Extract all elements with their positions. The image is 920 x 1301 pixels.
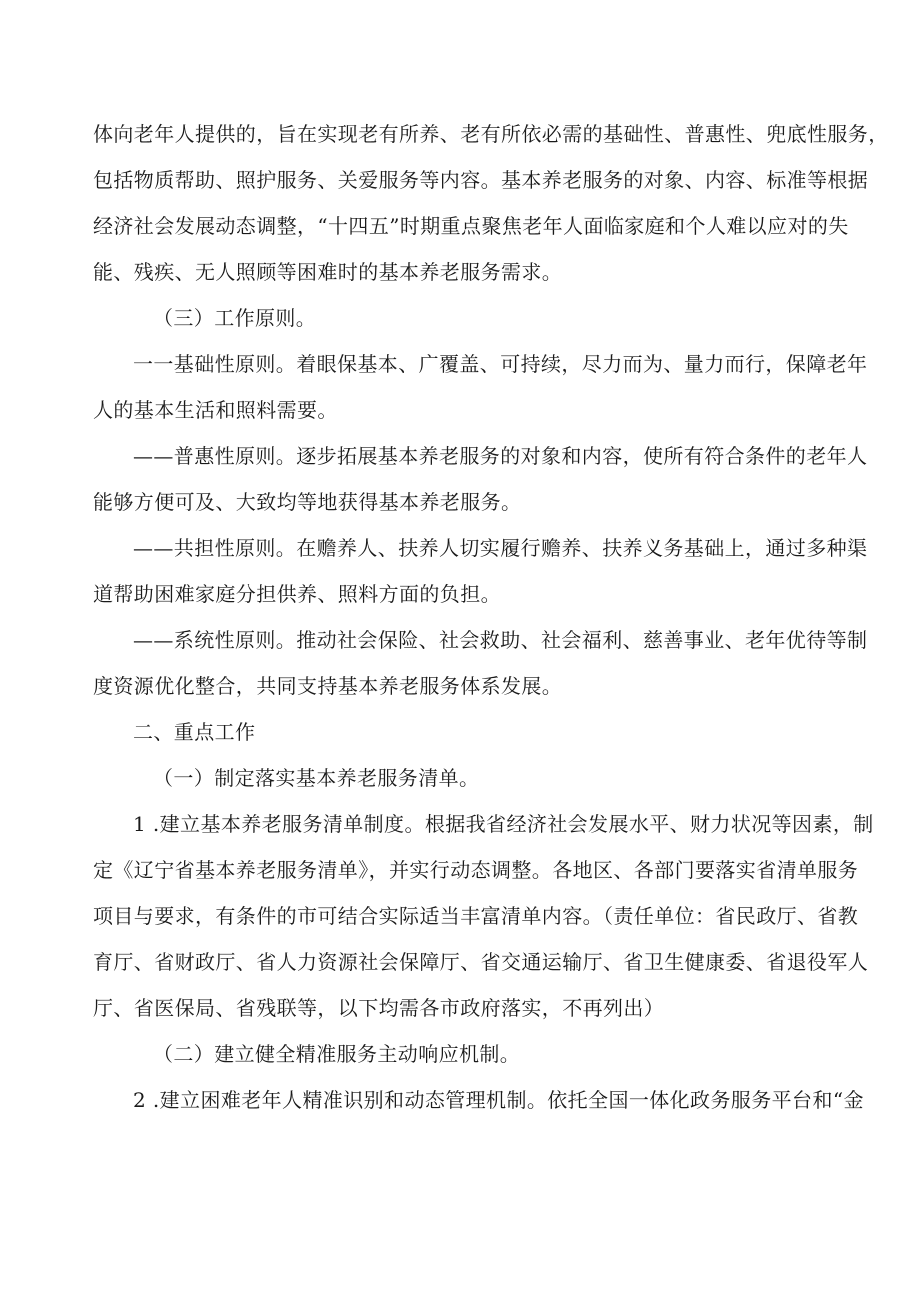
subsection-heading: （一）制定落实基本养老服务清单。 — [153, 766, 480, 790]
paragraph-line: ——共担性原则。在赡养人、扶养人切实履行赡养、扶养义务基础上，通过多种渠 — [133, 536, 868, 560]
paragraph-line: 能够方便可及、大致均等地获得基本养老服务。 — [93, 490, 522, 514]
paragraph-line: ——系统性原则。推动社会保险、社会救助、社会福利、慈善事业、老年优待等制 — [133, 628, 868, 652]
paragraph-line: 能、残疾、无人照顾等困难时的基本养老服务需求。 — [93, 260, 563, 284]
paragraph-line: 体向老年人提供的，旨在实现老有所养、老有所依必需的基础性、普惠性、兜底性服务， — [93, 122, 889, 146]
subsection-heading: （二）建立健全精准服务主动响应机制。 — [153, 1042, 521, 1066]
paragraph-line: 道帮助困难家庭分担供养、照料方面的负担。 — [93, 582, 501, 606]
paragraph-line: 一一基础性原则。着眼保基本、广覆盖、可持续，尽力而为、量力而行，保障老年 — [133, 352, 868, 376]
paragraph-line: 育厅、省财政厅、省人力资源社会保障厅、省交通运输厅、省卫生健康委、省退役军人 — [93, 950, 869, 974]
paragraph-line: 2 .建立困难老年人精准识别和动态管理机制。依托全国一体化政务服务平台和“金 — [133, 1088, 864, 1112]
paragraph-line: ——普惠性原则。逐步拓展基本养老服务的对象和内容，使所有符合条件的老年人 — [133, 444, 868, 468]
section-heading: （三）工作原则。 — [153, 306, 317, 330]
paragraph-line: 定《辽宁省基本养老服务清单》，并实行动态调整。各地区、各部门要落实省清单服务 — [93, 858, 859, 882]
paragraph-line: 厅、省医保局、省残联等，以下均需各市政府落实，不再列出） — [93, 996, 665, 1020]
paragraph-line: 1 .建立基本养老服务清单制度。根据我省经济社会发展水平、财力状况等因素，制 — [133, 812, 874, 836]
paragraph-line: 度资源优化整合，共同支持基本养老服务体系发展。 — [93, 674, 563, 698]
paragraph-line: 项目与要求，有条件的市可结合实际适当丰富清单内容。（责任单位：省民政厅、省教 — [93, 904, 859, 928]
paragraph-line: 经济社会发展动态调整，“十四五”时期重点聚焦老年人面临家庭和个人难以应对的失 — [93, 214, 849, 238]
paragraph-line: 人的基本生活和照料需要。 — [93, 398, 338, 422]
paragraph-line: 包括物质帮助、照护服务、关爱服务等内容。基本养老服务的对象、内容、标准等根据 — [93, 168, 869, 192]
section-heading: 二、重点工作 — [133, 720, 256, 744]
